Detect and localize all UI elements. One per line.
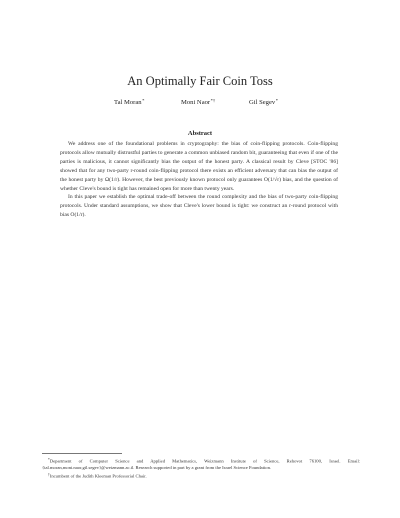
paper-title: An Optimally Fair Coin Toss — [127, 74, 273, 88]
abstract-heading: Abstract — [187, 130, 213, 137]
abstract-paragraph: We address one of the foundational problems in cryptography: the bias of coin-flipping protocols. Coin-flipping protocols allow mutually distrustful parties to generate a common unbiased random bit, guaranteeing that even if one of the parties is malicious, it cannot significantly bias the output of the honest party. A classical result by Cleve [STOC '86] showed that for any two-party r-round coin-flipping protocol there exists an efficient adversary that can bias the output of the honest party by Ω(1/r). However, the best previously known protocol only guarantees O(1/√r) bias, and the question of whether Cleve's bound is tight has remained open for more than twenty years. — [60, 141, 338, 192]
author-name: Gil Segev — [249, 99, 276, 106]
author-name: Tal Moran — [114, 99, 142, 106]
author-name: Moni Naor — [181, 99, 211, 106]
author-1 — [114, 98, 144, 106]
footnotes — [42, 457, 360, 480]
footnote-mark: * — [48, 458, 50, 462]
footnote-text: Department of Computer Science and Applied Mathematics, Weizmann Institute of Science, Rehovot 76100, Israel. Email: {tal.moran,moni.naor,gil.segev}@weizmann.ac.il. Research supported in part by a grant from the Israel Science Foundation. — [42, 458, 360, 471]
author-affiliation-mark: * — [275, 98, 278, 103]
footnote-text: Incumbent of the Judith Kleeman Professorial Chair. — [49, 473, 147, 479]
footnote-chair — [42, 472, 360, 480]
author-2 — [181, 98, 215, 106]
footnote-affiliation — [42, 457, 360, 472]
abstract-paragraph: In this paper we establish the optimal trade-off between the round complexity and the bias of two-party coin-flipping protocols. Under standard assumptions, we show that Cleve's lower bound is tight: we construct an r-round protocol with bias O(1/r). — [60, 194, 338, 219]
author-affiliation-mark: *† — [210, 98, 216, 103]
footnote-divider — [42, 453, 122, 454]
abstract-body — [60, 140, 338, 220]
footnote-mark: † — [48, 472, 50, 477]
author-affiliation-mark: * — [142, 98, 145, 103]
author-3 — [249, 98, 278, 106]
author-list — [0, 98, 400, 112]
